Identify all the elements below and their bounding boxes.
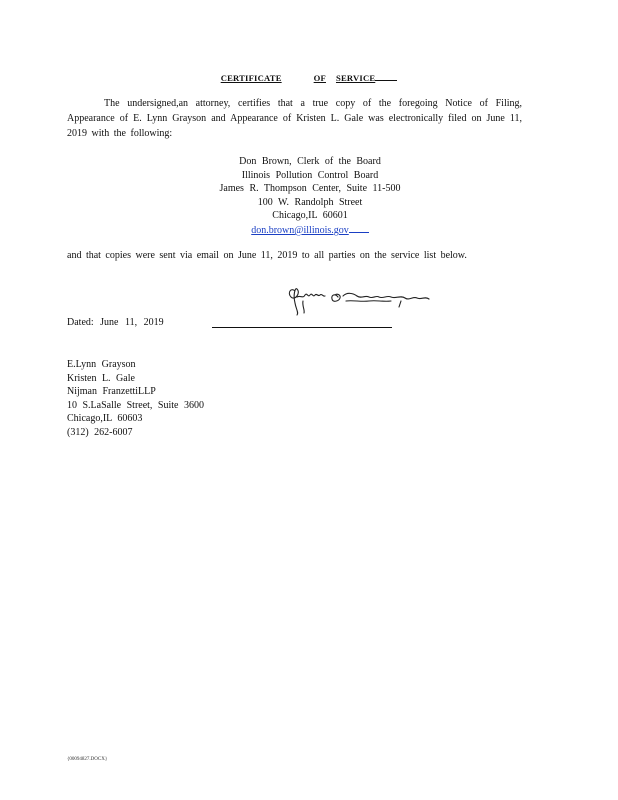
recipient-email-link[interactable]: don.brown@illinois.gov	[251, 224, 349, 236]
dated-label: Dated:	[67, 317, 94, 328]
title-word-certificate: CERTIFICATE	[220, 73, 282, 83]
dated-line	[67, 317, 164, 328]
title-word-service: SERVICE	[335, 73, 376, 83]
recipient-organization: Illinois Pollution Control Board	[241, 169, 379, 181]
sender-street: 10 S.LaSalle Street, Suite 3600	[67, 399, 204, 411]
sender-firm: Nijman FranzettiLLP	[67, 386, 156, 398]
copies-sentence: and that copies were sent via email on June 11, 2019 to all parties on the service list below.	[67, 250, 467, 261]
signature-line	[212, 327, 392, 328]
sender-name-2: Kristen L. Gale	[67, 372, 135, 384]
sender-address-block	[67, 358, 204, 440]
sender-phone: (312) 262-6007	[67, 426, 133, 438]
certification-text: The undersigned,an attorney, certifies that a true copy of the foregoing Notice of Filing, Appearance of E. Lynn Grayson and Appearance of Kristen L. Gale was electronically filed on June 11, 2019 with the following:	[67, 98, 522, 139]
recipient-name: Don Brown, Clerk of the Board	[239, 156, 381, 167]
recipient-city: Chicago,IL 60601	[272, 210, 348, 222]
sender-name-1: E.Lynn Grayson	[67, 359, 136, 370]
handwritten-signature	[283, 283, 433, 322]
dated-value: June 11, 2019	[100, 317, 164, 328]
certification-paragraph	[67, 96, 522, 141]
certificate-title	[0, 72, 618, 83]
signature-icon	[283, 283, 433, 317]
sender-city: Chicago,IL 60603	[67, 413, 143, 425]
recipient-address-block	[150, 155, 470, 238]
recipient-street: 100 W. Randolph Street	[257, 196, 363, 208]
title-word-of: OF	[313, 73, 326, 83]
title-underline	[375, 72, 397, 81]
recipient-building: James R. Thompson Center, Suite 11-500	[219, 183, 401, 195]
document-id: {00094827.DOCX}	[67, 757, 108, 762]
